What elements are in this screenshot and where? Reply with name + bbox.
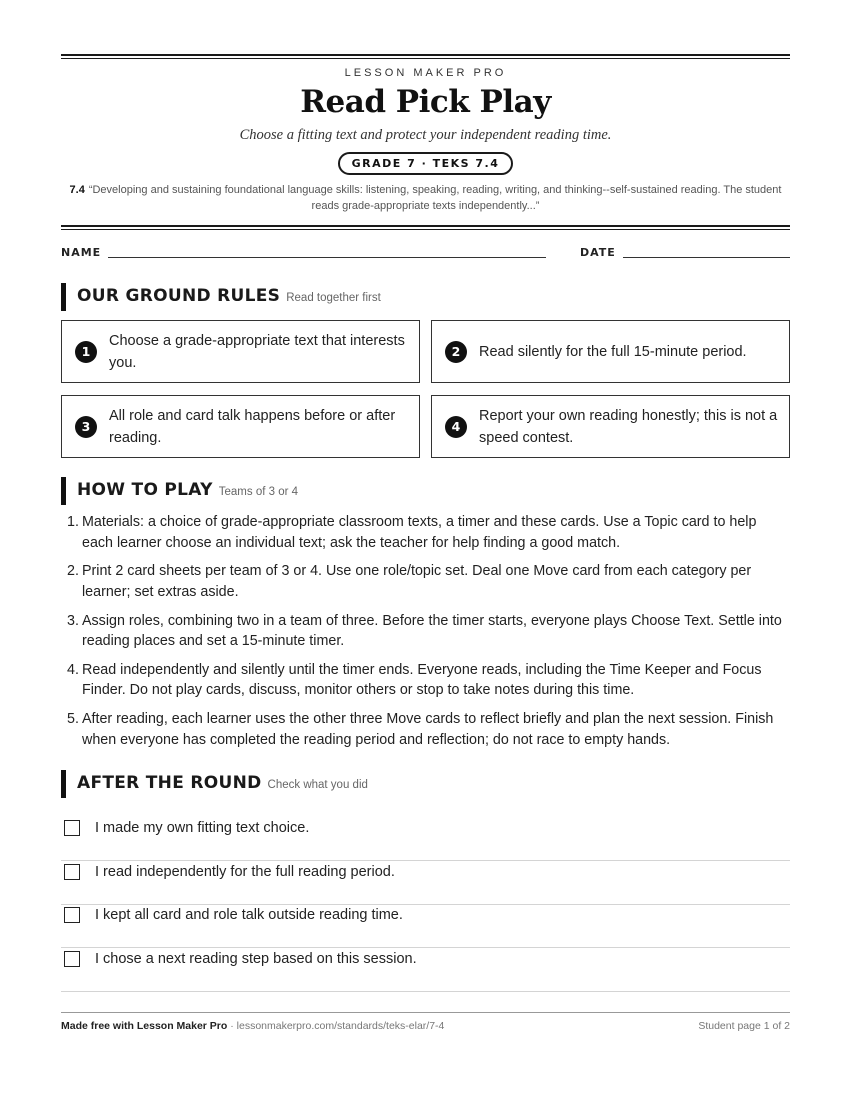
name-label: NAME <box>61 246 102 259</box>
how-to-play-note: Teams of 3 or 4 <box>218 486 299 498</box>
section-bar <box>61 477 66 505</box>
brand-name: LESSON MAKER PRO <box>344 67 507 79</box>
step-number: 4. <box>67 661 79 678</box>
grade-badge: GRADE 7 · TEKS 7.4 <box>338 152 514 175</box>
name-date-row <box>61 246 790 262</box>
page-title: Read Pick Play <box>300 84 551 120</box>
step-text: Read independently and silently until the timer ends. Everyone reads, including the Time Keeper and Focus Finder. Do not play cards, discuss, monitor others or stop to take notes during this time. <box>82 661 762 699</box>
step-item <box>61 660 790 701</box>
footer-url[interactable]: · lessonmakerpro.com/standards/teks-elar/7-4 <box>227 1020 445 1032</box>
step-item <box>61 512 790 553</box>
checkbox[interactable] <box>64 907 80 923</box>
checklist-item <box>61 861 790 905</box>
step-item <box>61 611 790 652</box>
step-text: Print 2 card sheets per team of 3 or 4. Use one role/topic set. Deal one Move card from each category per learner; set extras aside. <box>82 563 752 600</box>
checklist-text: I kept all card and role talk outside reading time. <box>95 907 403 923</box>
checkbox[interactable] <box>64 864 80 880</box>
rule-card <box>431 320 790 383</box>
ground-rules-heading: OUR GROUND RULES <box>77 286 281 306</box>
checklist-item <box>61 817 790 861</box>
rule-card <box>61 320 420 383</box>
standard-text: “Developing and sustaining foundational language skills: listening, speaking, reading, writing, and thinking--self-sustained reading. The student reads grade-appropriate texts independently...” <box>88 184 782 212</box>
step-item <box>61 561 790 602</box>
how-to-play-steps <box>61 512 790 758</box>
section-bar <box>61 770 66 798</box>
standard-code: 7.4 <box>69 184 85 196</box>
footer-rule <box>61 1012 790 1013</box>
header-bottom-rule <box>61 225 790 230</box>
date-label: DATE <box>580 246 616 259</box>
checklist-item <box>61 904 790 948</box>
after-round-note: Check what you did <box>267 779 368 791</box>
standard-quote <box>61 182 790 214</box>
step-text: Materials: a choice of grade-appropriate classroom texts, a timer and these cards. Use a Topic card to help each learner choose an individual text; ask the teacher for help finding a good match. <box>82 514 757 551</box>
ground-rules-note: Read together first <box>286 292 381 304</box>
step-number: 1. <box>67 514 79 530</box>
step-text: Assign roles, combining two in a team of three. Before the timer starts, everyone plays Choose Text. Settle into reading places and set a 15-minute timer. <box>82 612 782 650</box>
footer-made-with: Made free with Lesson Maker Pro <box>61 1020 228 1032</box>
name-field[interactable] <box>108 257 546 258</box>
rule-number-badge: 1 <box>75 341 97 363</box>
after-round-heading: AFTER THE ROUND <box>77 773 262 793</box>
step-item <box>61 709 790 750</box>
rule-card <box>431 395 790 458</box>
step-number: 5. <box>67 711 79 728</box>
footer <box>61 1020 790 1032</box>
checkbox[interactable] <box>64 820 80 836</box>
step-number: 3. <box>67 612 79 629</box>
checklist-text: I made my own fitting text choice. <box>95 820 310 836</box>
date-field[interactable] <box>623 257 790 258</box>
section-bar <box>61 283 66 311</box>
checkbox[interactable] <box>64 951 80 967</box>
how-to-play-heading: HOW TO PLAY <box>77 480 213 500</box>
rule-text: All role and card talk happens before or after reading. <box>109 407 396 446</box>
rule-number-badge: 4 <box>445 416 467 438</box>
page-number: Student page 1 of 2 <box>698 1020 790 1032</box>
top-double-rule <box>61 54 790 59</box>
rule-number-badge: 3 <box>75 416 97 438</box>
rule-text: Report your own reading honestly; this is not a speed contest. <box>479 407 778 446</box>
rule-text: Read silently for the full 15-minute period. <box>479 343 747 360</box>
page-subtitle: Choose a fitting text and protect your independent reading time. <box>239 127 612 143</box>
checklist-text: I read independently for the full reading period. <box>95 864 395 880</box>
checklist-item <box>61 948 790 992</box>
rule-text: Choose a grade-appropriate text that interests you. <box>109 332 405 371</box>
rule-card <box>61 395 420 458</box>
rule-number-badge: 2 <box>445 341 467 363</box>
step-number: 2. <box>67 563 79 580</box>
step-text: After reading, each learner uses the other three Move cards to reflect briefly and plan the next session. Finish when everyone has completed the reading period and reflection; do not race to empty hands. <box>82 711 774 748</box>
checklist-text: I chose a next reading step based on this session. <box>95 951 417 967</box>
